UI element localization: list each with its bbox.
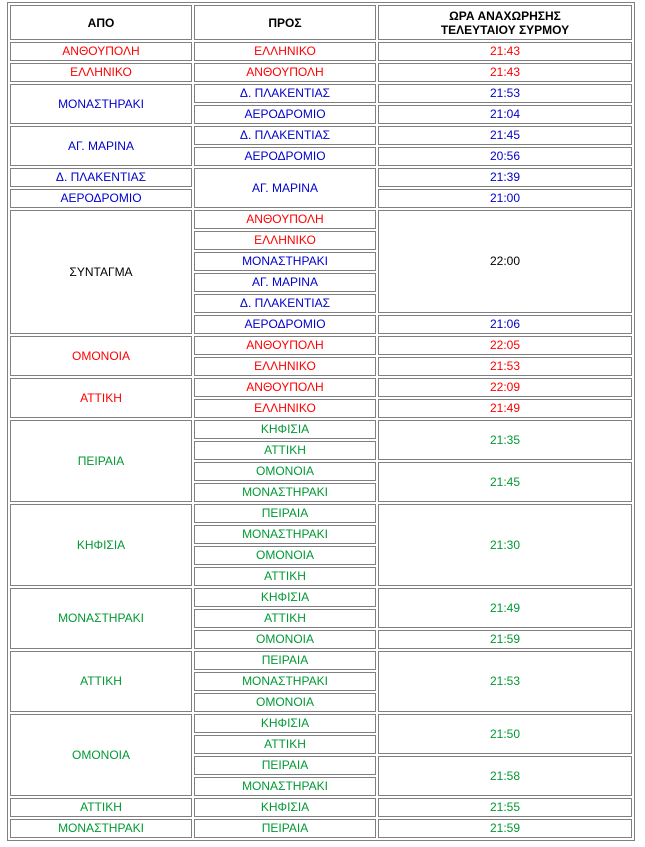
to-cell: ΚΗΦΙΣΙΑ <box>194 798 376 817</box>
time-cell: 21:53 <box>378 651 632 712</box>
from-cell: ΑΤΤΙΚΗ <box>10 651 192 712</box>
header-row <box>10 5 632 40</box>
from-cell: ΜΟΝΑΣΤΗΡΑΚΙ <box>10 819 192 838</box>
time-cell: 20:56 <box>378 147 632 166</box>
header-from: ΑΠΟ <box>10 5 192 40</box>
from-cell: ΕΛΛΗΝΙΚΟ <box>10 63 192 82</box>
to-cell: ΜΟΝΑΣΤΗΡΑΚΙ <box>194 252 376 271</box>
table-row <box>10 588 632 607</box>
from-cell: ΟΜΟΝΟΙΑ <box>10 336 192 376</box>
to-cell: ΑΓ. ΜΑΡΙΝΑ <box>194 168 376 208</box>
time-cell: 21:49 <box>378 588 632 628</box>
to-cell: ΑΓ. ΜΑΡΙΝΑ <box>194 273 376 292</box>
to-cell: ΜΟΝΑΣΤΗΡΑΚΙ <box>194 525 376 544</box>
from-cell: ΑΤΤΙΚΗ <box>10 798 192 817</box>
time-cell: 21:04 <box>378 105 632 124</box>
header-to: ΠΡΟΣ <box>194 5 376 40</box>
to-cell: Δ. ΠΛΑΚΕΝΤΙΑΣ <box>194 84 376 103</box>
table-row <box>10 42 632 61</box>
to-cell: ΟΜΟΝΟΙΑ <box>194 462 376 481</box>
time-cell: 21:45 <box>378 462 632 502</box>
to-cell: Δ. ΠΛΑΚΕΝΤΙΑΣ <box>194 126 376 145</box>
to-cell: ΠΕΙΡΑΙΑ <box>194 819 376 838</box>
table-row <box>10 714 632 733</box>
to-cell: ΚΗΦΙΣΙΑ <box>194 714 376 733</box>
table-row <box>10 819 632 838</box>
time-cell: 22:09 <box>378 378 632 397</box>
to-cell: ΟΜΟΝΟΙΑ <box>194 546 376 565</box>
time-cell: 22:00 <box>378 210 632 313</box>
time-cell: 21:50 <box>378 714 632 754</box>
from-cell: ΟΜΟΝΟΙΑ <box>10 714 192 796</box>
to-cell: ΚΗΦΙΣΙΑ <box>194 420 376 439</box>
to-cell: ΑΝΘΟΥΠΟΛΗ <box>194 378 376 397</box>
to-cell: ΟΜΟΝΟΙΑ <box>194 693 376 712</box>
time-cell: 21:53 <box>378 84 632 103</box>
table-row <box>10 210 632 229</box>
to-cell: ΟΜΟΝΟΙΑ <box>194 630 376 649</box>
to-cell: ΜΟΝΑΣΤΗΡΑΚΙ <box>194 777 376 796</box>
header-departure-time <box>378 5 632 40</box>
to-cell: ΕΛΛΗΝΙΚΟ <box>194 399 376 418</box>
table-row <box>10 651 632 670</box>
to-cell: ΑΤΤΙΚΗ <box>194 609 376 628</box>
to-cell: ΑΕΡΟΔΡΟΜΙΟ <box>194 147 376 166</box>
header-time-line1: ΩΡΑ ΑΝΑΧΩΡΗΣΗΣ <box>449 8 561 23</box>
to-cell: ΑΝΘΟΥΠΟΛΗ <box>194 63 376 82</box>
time-cell: 21:49 <box>378 399 632 418</box>
to-cell: ΠΕΙΡΑΙΑ <box>194 756 376 775</box>
to-cell: ΠΕΙΡΑΙΑ <box>194 504 376 523</box>
from-cell: ΠΕΙΡΑΙΑ <box>10 420 192 502</box>
table-row <box>10 168 632 187</box>
to-cell: ΑΝΘΟΥΠΟΛΗ <box>194 336 376 355</box>
last-train-schedule-table <box>7 2 635 841</box>
to-cell: ΑΝΘΟΥΠΟΛΗ <box>194 210 376 229</box>
time-cell: 21:45 <box>378 126 632 145</box>
to-cell: ΕΛΛΗΝΙΚΟ <box>194 357 376 376</box>
to-cell: ΑΤΤΙΚΗ <box>194 735 376 754</box>
time-cell: 21:58 <box>378 756 632 796</box>
from-cell: ΑΝΘΟΥΠΟΛΗ <box>10 42 192 61</box>
table-row <box>10 84 632 103</box>
time-cell: 21:55 <box>378 798 632 817</box>
to-cell: ΚΗΦΙΣΙΑ <box>194 588 376 607</box>
table-row <box>10 420 632 439</box>
from-cell: ΑΕΡΟΔΡΟΜΙΟ <box>10 189 192 208</box>
to-cell: ΠΕΙΡΑΙΑ <box>194 651 376 670</box>
to-cell: ΕΛΛΗΝΙΚΟ <box>194 42 376 61</box>
time-cell: 21:43 <box>378 63 632 82</box>
from-cell: ΜΟΝΑΣΤΗΡΑΚΙ <box>10 84 192 124</box>
to-cell: ΑΕΡΟΔΡΟΜΙΟ <box>194 315 376 334</box>
to-cell: ΑΤΤΙΚΗ <box>194 441 376 460</box>
to-cell: ΑΤΤΙΚΗ <box>194 567 376 586</box>
time-cell: 21:39 <box>378 168 632 187</box>
from-cell: ΑΓ. ΜΑΡΙΝΑ <box>10 126 192 166</box>
table-row <box>10 504 632 523</box>
table-row <box>10 798 632 817</box>
table-row <box>10 336 632 355</box>
from-cell: ΚΗΦΙΣΙΑ <box>10 504 192 586</box>
to-cell: ΕΛΛΗΝΙΚΟ <box>194 231 376 250</box>
time-cell: 21:35 <box>378 420 632 460</box>
from-cell: ΜΟΝΑΣΤΗΡΑΚΙ <box>10 588 192 649</box>
time-cell: 21:00 <box>378 189 632 208</box>
from-cell: ΑΤΤΙΚΗ <box>10 378 192 418</box>
time-cell: 22:05 <box>378 336 632 355</box>
to-cell: ΜΟΝΑΣΤΗΡΑΚΙ <box>194 483 376 502</box>
from-cell: ΣΥΝΤΑΓΜΑ <box>10 210 192 334</box>
time-cell: 21:59 <box>378 630 632 649</box>
from-cell: Δ. ΠΛΑΚΕΝΤΙΑΣ <box>10 168 192 187</box>
to-cell: ΜΟΝΑΣΤΗΡΑΚΙ <box>194 672 376 691</box>
table-row <box>10 378 632 397</box>
to-cell: Δ. ΠΛΑΚΕΝΤΙΑΣ <box>194 294 376 313</box>
time-cell: 21:06 <box>378 315 632 334</box>
header-time-line2: ΤΕΛΕΥΤΑΙΟΥ ΣΥΡΜΟΥ <box>440 22 570 37</box>
table-row <box>10 63 632 82</box>
to-cell: ΑΕΡΟΔΡΟΜΙΟ <box>194 105 376 124</box>
time-cell: 21:59 <box>378 819 632 838</box>
time-cell: 21:43 <box>378 42 632 61</box>
table-row <box>10 126 632 145</box>
time-cell: 21:53 <box>378 357 632 376</box>
time-cell: 21:30 <box>378 504 632 586</box>
